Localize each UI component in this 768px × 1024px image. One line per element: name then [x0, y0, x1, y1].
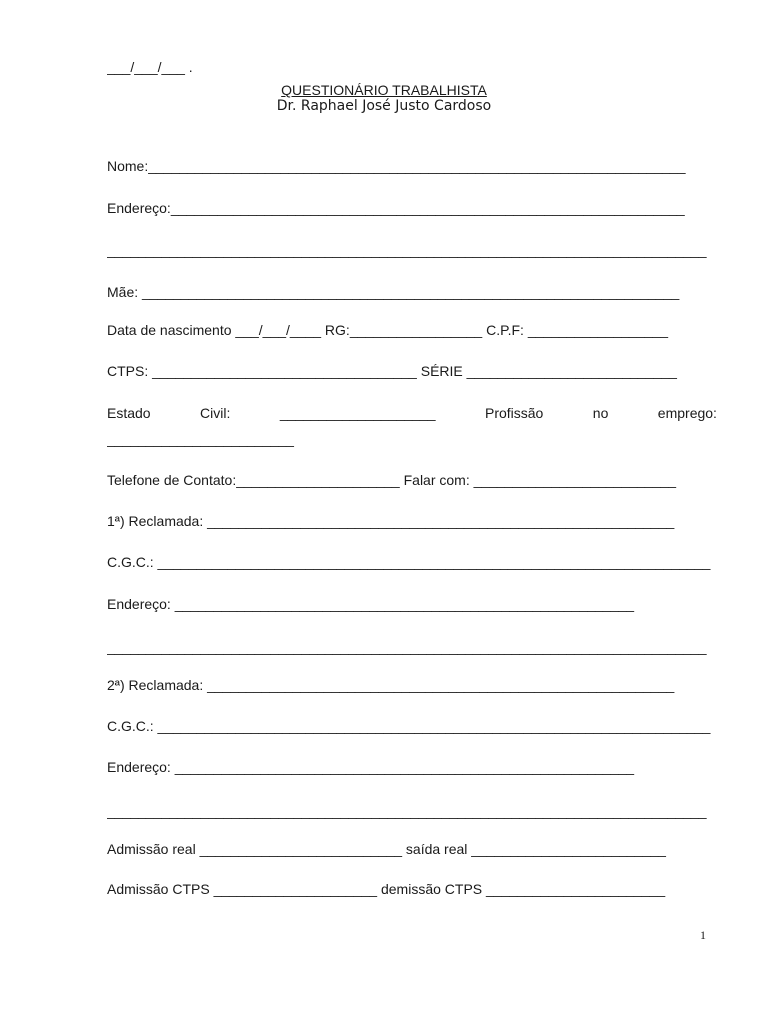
admissao-saida-real-field[interactable]: Admissão real __________________________ saída real _________________________ [107, 841, 666, 857]
date-line: ___/___/___ . [107, 59, 193, 75]
profissao-word: Profissão [484, 405, 544, 421]
emprego-word: emprego: [657, 405, 717, 421]
ctps-serie-field[interactable]: CTPS: __________________________________ SÉRIE ___________________________ [107, 363, 677, 379]
estado-civil-blank[interactable]: ____________________ [279, 405, 436, 421]
estado-word: Estado [107, 405, 151, 421]
civil-word: Civil: [200, 405, 231, 421]
admissao-demissao-ctps-field[interactable]: Admissão CTPS _____________________ demissão CTPS _______________________ [107, 881, 666, 897]
no-word: no [592, 405, 609, 421]
page-number: 1 [700, 928, 706, 942]
cgc-2-field[interactable]: C.G.C.: _______________________________________________________________________ [107, 718, 711, 734]
mae-field[interactable]: Mãe: _____________________________________________________________________ [107, 284, 680, 300]
endereco-reclamada-2-continuation[interactable]: _____________________________________________________________________________ [107, 803, 707, 819]
estado-civil-profissao-field[interactable] [107, 404, 717, 422]
endereco-reclamada-2-field[interactable]: Endereço: ___________________________________________________________ [107, 759, 635, 775]
nascimento-rg-cpf-field[interactable]: Data de nascimento ___/___/____ RG:_________________ C.P.F: __________________ [107, 322, 668, 338]
form-title: QUESTIONÁRIO TRABALHISTA [281, 82, 487, 98]
endereco-reclamada-1-continuation[interactable]: _____________________________________________________________________________ [107, 639, 707, 655]
nome-field[interactable]: Nome:_____________________________________________________________________ [107, 158, 686, 174]
profissao-blank[interactable]: ________________________ [107, 431, 294, 447]
reclamada-1-field[interactable]: 1ª) Reclamada: ____________________________________________________________ [107, 513, 675, 529]
telefone-falar-com-field[interactable]: Telefone de Contato:_____________________ Falar com: __________________________ [107, 472, 677, 488]
endereco-continuation-line[interactable]: _____________________________________________________________________________ [107, 242, 707, 258]
endereco-field[interactable]: Endereço:__________________________________________________________________ [107, 200, 685, 216]
cgc-1-field[interactable]: C.G.C.: _______________________________________________________________________ [107, 554, 711, 570]
reclamada-2-field[interactable]: 2ª) Reclamada: ____________________________________________________________ [107, 677, 675, 693]
form-subtitle: Dr. Raphael José Justo Cardoso [276, 98, 492, 114]
endereco-reclamada-1-field[interactable]: Endereço: ___________________________________________________________ [107, 596, 635, 612]
